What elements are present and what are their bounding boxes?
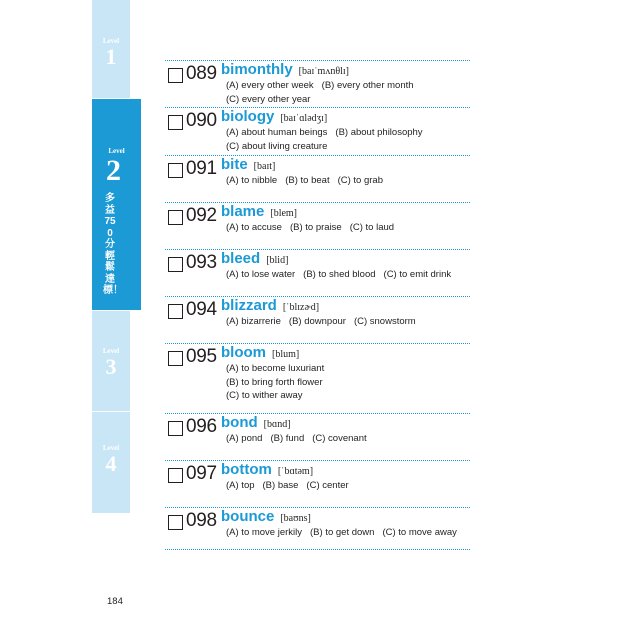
vocab-entry xyxy=(165,414,470,461)
checkbox[interactable] xyxy=(168,421,183,436)
answer-option: (A) top xyxy=(226,480,255,491)
entry-number: 096 xyxy=(186,416,217,437)
checkbox[interactable] xyxy=(168,68,183,83)
pronunciation: [ˈblɪzɚd] xyxy=(282,302,320,313)
entry-number: 093 xyxy=(186,252,217,273)
option-line xyxy=(226,175,391,186)
pronunciation: [baʊns] xyxy=(280,513,311,524)
vocab-entry xyxy=(165,108,470,156)
headword xyxy=(221,108,327,125)
headword xyxy=(221,297,319,314)
checkbox[interactable] xyxy=(168,163,183,178)
headword xyxy=(221,61,349,78)
option-line xyxy=(226,316,424,327)
headword xyxy=(221,156,275,173)
headword-text: bite xyxy=(221,156,248,173)
headword-text: bond xyxy=(221,414,258,431)
option-line xyxy=(226,141,335,152)
entry-number: 097 xyxy=(186,463,217,484)
entry-number: 094 xyxy=(186,299,217,320)
level-number: 4 xyxy=(105,451,117,476)
answer-option: (B) to praise xyxy=(289,222,342,233)
answer-option: (B) base xyxy=(262,480,299,491)
level-number: 2 xyxy=(106,154,121,187)
answer-option: (C) every other year xyxy=(226,93,311,105)
answer-option: (A) to become luxuriant xyxy=(226,363,325,374)
vocab-entry xyxy=(165,461,470,508)
vocab-entry xyxy=(165,203,470,250)
pronunciation: [bɑnd] xyxy=(263,419,291,430)
option-line xyxy=(226,433,375,444)
answer-option: (A) pond xyxy=(226,433,263,444)
answer-option: (B) to get down xyxy=(310,527,375,538)
pronunciation: [blid] xyxy=(266,255,289,266)
option-line xyxy=(226,363,332,374)
pronunciation: [blem] xyxy=(270,208,298,219)
option-line xyxy=(226,269,459,280)
vocab-entry xyxy=(165,297,470,344)
option-line xyxy=(226,480,357,491)
option-line xyxy=(226,527,465,538)
checkbox[interactable] xyxy=(168,257,183,272)
answer-option: (B) to bring forth flower xyxy=(226,376,323,388)
answer-option: (C) to move away xyxy=(382,527,457,538)
entry-number: 089 xyxy=(186,63,217,84)
checkbox[interactable] xyxy=(168,210,183,225)
checkbox[interactable] xyxy=(168,304,183,319)
headword xyxy=(221,250,288,267)
answer-option: (C) covenant xyxy=(312,433,367,444)
level-1-tab[interactable] xyxy=(92,0,130,98)
level-label: Level xyxy=(102,444,120,452)
level-number: 1 xyxy=(105,44,117,69)
headword xyxy=(221,414,291,431)
headword xyxy=(221,203,297,220)
level-caption: 多益750分輕鬆達標！ xyxy=(103,193,123,296)
option-line xyxy=(226,127,431,138)
headword-text: blame xyxy=(221,203,265,220)
answer-option: (A) about human beings xyxy=(226,127,328,138)
level-4-tab[interactable] xyxy=(92,412,130,513)
pronunciation: [baɪˈɑlədʒɪ] xyxy=(280,113,328,124)
answer-option: (A) bizarrerie xyxy=(226,316,281,327)
answer-option: (B) every other month xyxy=(321,80,414,91)
headword-text: bounce xyxy=(221,508,275,525)
answer-option: (B) to shed blood xyxy=(303,269,376,280)
pronunciation: [baɪˈmʌnθlɪ] xyxy=(298,66,350,77)
checkbox[interactable] xyxy=(168,115,183,130)
pronunciation: [blum] xyxy=(272,349,300,360)
option-line xyxy=(226,377,331,388)
headword-text: bimonthly xyxy=(221,61,293,78)
checkbox[interactable] xyxy=(168,468,183,483)
headword-text: bloom xyxy=(221,344,266,361)
answer-option: (A) to nibble xyxy=(226,175,278,186)
answer-option: (B) downpour xyxy=(288,316,346,327)
level-label: Level xyxy=(102,347,120,355)
pronunciation: [ˈbɑtəm] xyxy=(277,466,314,477)
answer-option: (C) to wither away xyxy=(226,390,303,401)
level-number: 3 xyxy=(105,354,117,379)
headword-text: bleed xyxy=(221,250,261,267)
answer-option: (C) center xyxy=(306,480,349,491)
answer-option: (C) to emit drink xyxy=(383,269,452,280)
level-2-tab-active[interactable] xyxy=(92,99,141,310)
level-label: Level xyxy=(102,37,120,45)
headword-text: biology xyxy=(221,108,275,125)
answer-option: (B) fund xyxy=(270,433,305,444)
entry-number: 095 xyxy=(186,346,217,367)
vocab-entry xyxy=(165,344,470,414)
pronunciation: [baɪt] xyxy=(253,161,276,172)
level-3-tab[interactable] xyxy=(92,311,130,411)
answer-option: (C) snowstorm xyxy=(353,316,416,327)
entry-number: 092 xyxy=(186,205,217,226)
headword-text: blizzard xyxy=(221,297,277,314)
headword xyxy=(221,461,313,478)
answer-option: (A) every other week xyxy=(226,80,314,91)
answer-option: (C) to grab xyxy=(337,175,383,186)
option-line xyxy=(226,80,422,91)
level-label: Level xyxy=(108,147,125,155)
option-line xyxy=(226,390,311,401)
headword xyxy=(221,344,299,361)
entry-number: 091 xyxy=(186,158,217,179)
vocab-entry xyxy=(165,156,470,203)
answer-option: (C) to laud xyxy=(349,222,395,233)
vocab-entry xyxy=(165,508,470,550)
entry-number: 090 xyxy=(186,110,217,131)
page-number: 184 xyxy=(107,596,123,607)
answer-option: (A) to lose water xyxy=(226,269,296,280)
answer-option: (A) to move jerkily xyxy=(226,527,303,538)
checkbox[interactable] xyxy=(168,515,183,530)
headword xyxy=(221,508,311,525)
vocab-entry xyxy=(165,61,470,108)
entry-number: 098 xyxy=(186,510,217,531)
option-line xyxy=(226,222,402,233)
answer-option: (B) about philosophy xyxy=(335,127,423,138)
headword-text: bottom xyxy=(221,461,272,478)
vocab-entry xyxy=(165,250,470,297)
checkbox[interactable] xyxy=(168,351,183,366)
answer-option: (B) to beat xyxy=(285,175,330,186)
answer-option: (A) to accuse xyxy=(226,222,282,233)
answer-option: (C) about living creature xyxy=(226,140,328,152)
option-line xyxy=(226,94,318,105)
